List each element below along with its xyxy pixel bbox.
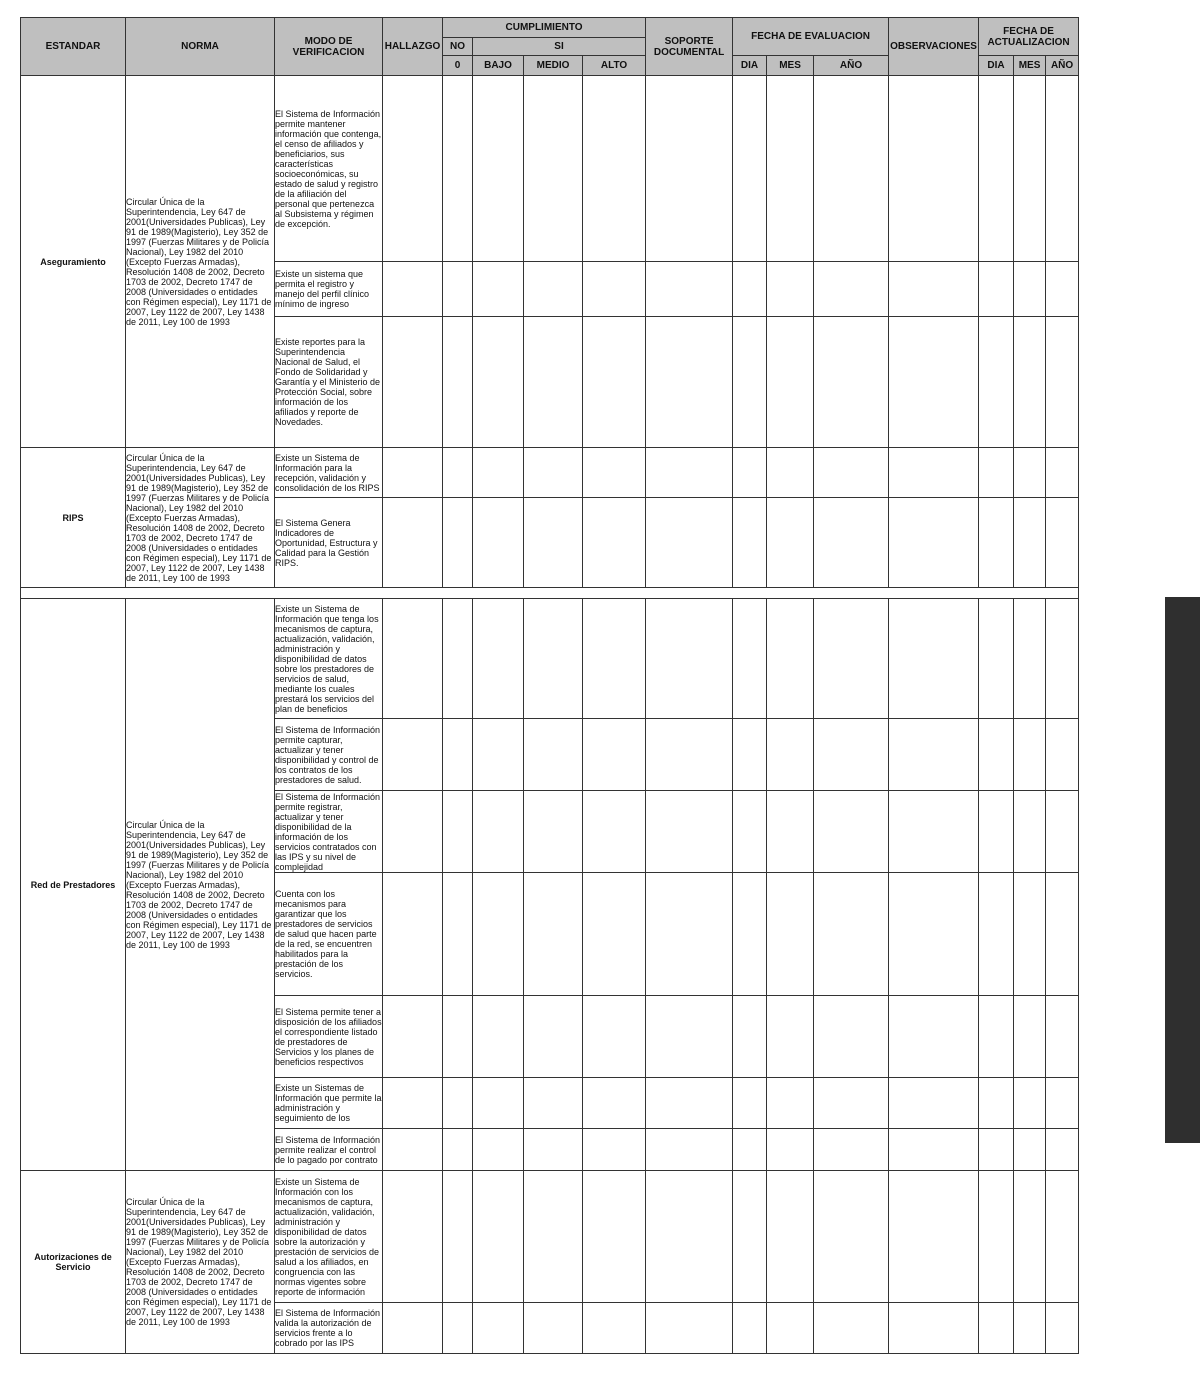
input-cell[interactable]: [443, 262, 473, 317]
input-cell[interactable]: [473, 498, 524, 588]
input-cell[interactable]: [814, 996, 889, 1078]
modo-verificacion-cell: Existe un Sistemas de Información que permite la administración y seguimiento de los: [275, 1078, 383, 1129]
estandar-cell-red: Red de Prestadores: [21, 599, 126, 1171]
input-cell[interactable]: [979, 448, 1014, 498]
input-cell[interactable]: [767, 317, 814, 448]
input-cell[interactable]: [583, 1078, 646, 1129]
input-cell[interactable]: [443, 317, 473, 448]
estandar-cell-autorizaciones: Autorizaciones de Servicio: [21, 1171, 126, 1354]
input-cell[interactable]: [814, 1171, 889, 1303]
input-cell[interactable]: [733, 791, 767, 873]
input-cell[interactable]: [646, 448, 733, 498]
input-cell[interactable]: [767, 448, 814, 498]
header-norma: NORMA: [126, 18, 275, 76]
input-cell[interactable]: [443, 996, 473, 1078]
input-cell[interactable]: [1014, 498, 1046, 588]
input-cell[interactable]: [1046, 1303, 1079, 1354]
input-cell[interactable]: [733, 1078, 767, 1129]
input-cell[interactable]: [1014, 448, 1046, 498]
input-cell[interactable]: [1014, 1303, 1046, 1354]
input-cell[interactable]: [646, 1129, 733, 1171]
input-cell[interactable]: [443, 599, 473, 719]
table-row: [21, 1171, 1079, 1303]
input-cell[interactable]: [583, 1303, 646, 1354]
input-cell[interactable]: [383, 873, 443, 996]
input-cell[interactable]: [1046, 1171, 1079, 1303]
input-cell[interactable]: [889, 1171, 979, 1303]
input-cell[interactable]: [383, 1078, 443, 1129]
norma-cell-red: Circular Única de la Superintendencia, Ley 647 de 2001(Universidades Publicas), Ley 91 de 1989(Magisterio), Ley 352 de 1997 (Fuerzas Militares y de Policía Nacional), Ley 1982 del 2010 (Excepto Fuerzas Armadas), Resolución 1408 de 2002, Decreto 1703 de 2002, Decreto 1747 de 2008 (Universidades o entidades con Régimen especial), Ley 1171 de 2007, Ley 1122 de 2007, Ley 1438 de 2011, Ley 100 de 1993: [126, 599, 275, 1171]
norma-cell-aseguramiento: Circular Única de la Superintendencia, Ley 647 de 2001(Universidades Publicas), Ley 91 de 1989(Magisterio), Ley 352 de 1997 (Fuerzas Militares y de Policía Nacional), Ley 1982 del 2010 (Excepto Fuerzas Armadas), Resolución 1408 de 2002, Decreto 1703 de 2002, Decreto 1747 de 2008 (Universidades o entidades con Régimen especial), Ley 1171 de 2007, Ley 1122 de 2007, Ley 1438 de 2011, Ley 100 de 1993: [126, 76, 275, 448]
input-cell[interactable]: [383, 996, 443, 1078]
input-cell[interactable]: [889, 317, 979, 448]
input-cell[interactable]: [524, 1078, 583, 1129]
input-cell[interactable]: [383, 791, 443, 873]
input-cell[interactable]: [383, 1303, 443, 1354]
header-act-anio: AÑO: [1046, 56, 1079, 76]
input-cell[interactable]: [473, 1171, 524, 1303]
modo-verificacion-cell: Existe un sistema que permita el registro y manejo del perfil clínico mínimo de ingreso: [275, 262, 383, 317]
side-scroll-bar[interactable]: [1165, 597, 1200, 1143]
norma-cell-autorizaciones: Circular Única de la Superintendencia, Ley 647 de 2001(Universidades Publicas), Ley 91 de 1989(Magisterio), Ley 352 de 1997 (Fuerzas Militares y de Policía Nacional), Ley 1982 del 2010 (Excepto Fuerzas Armadas), Resolución 1408 de 2002, Decreto 1703 de 2002, Decreto 1747 de 2008 (Universidades o entidades con Régimen especial), Ley 1171 de 2007, Ley 1122 de 2007, Ley 1438 de 2011, Ley 100 de 1993: [126, 1171, 275, 1354]
input-cell[interactable]: [524, 262, 583, 317]
input-cell[interactable]: [1014, 996, 1046, 1078]
input-cell[interactable]: [814, 719, 889, 791]
input-cell[interactable]: [767, 873, 814, 996]
gap-cell: [21, 588, 1079, 599]
modo-verificacion-cell: El Sistema de Información permite registrar, actualizar y tener disponibilidad de la información de los servicios contratados con las IPS y su nivel de complejidad: [275, 791, 383, 873]
input-cell[interactable]: [733, 599, 767, 719]
input-cell[interactable]: [1014, 599, 1046, 719]
input-cell[interactable]: [383, 1129, 443, 1171]
input-cell[interactable]: [733, 1129, 767, 1171]
header-modo-verificacion: MODO DE VERIFICACION: [275, 18, 383, 76]
input-cell[interactable]: [473, 719, 524, 791]
input-cell[interactable]: [583, 873, 646, 996]
norma-cell-rips: Circular Única de la Superintendencia, Ley 647 de 2001(Universidades Publicas), Ley 91 de 1989(Magisterio), Ley 352 de 1997 (Fuerzas Militares y de Policía Nacional), Ley 1982 del 2010 (Excepto Fuerzas Armadas), Resolución 1408 de 2002, Decreto 1703 de 2002, Decreto 1747 de 2008 (Universidades o entidades con Régimen especial), Ley 1171 de 2007, Ley 1122 de 2007, Ley 1438 de 2011, Ley 100 de 1993: [126, 448, 275, 588]
input-cell[interactable]: [383, 76, 443, 262]
input-cell[interactable]: [524, 599, 583, 719]
estandar-cell-aseguramiento: Aseguramiento: [21, 76, 126, 448]
input-cell[interactable]: [767, 996, 814, 1078]
input-cell[interactable]: [583, 791, 646, 873]
input-cell[interactable]: [1046, 873, 1079, 996]
input-cell[interactable]: [443, 1129, 473, 1171]
input-cell[interactable]: [473, 873, 524, 996]
header-act-mes: MES: [1014, 56, 1046, 76]
modo-verificacion-cell: El Sistema de Información permite mantener información que contenga, el censo de afiliados y beneficiarios, sus características socioeconómicas, su estado de salud y registro de la afiliación del personal que pertenezca al Subsistema y régimen de excepción.: [275, 76, 383, 262]
input-cell[interactable]: [473, 1303, 524, 1354]
input-cell[interactable]: [443, 791, 473, 873]
input-cell[interactable]: [524, 791, 583, 873]
input-cell[interactable]: [1046, 791, 1079, 873]
input-cell[interactable]: [1046, 996, 1079, 1078]
input-cell[interactable]: [814, 1078, 889, 1129]
modo-verificacion-cell: Existe un Sistema de Información que tenga los mecanismos de captura, actualización, validación, administración y disponibilidad de datos sobre los prestadores de servicios de salud, mediante los cuales prestará los servicios del plan de beneficios: [275, 599, 383, 719]
input-cell[interactable]: [733, 76, 767, 262]
input-cell[interactable]: [767, 262, 814, 317]
header-eval-mes: MES: [767, 56, 814, 76]
modo-verificacion-cell: Existe reportes para la Superintendencia Nacional de Salud, el Fondo de Solidaridad y Garantía y el Ministerio de Protección Social, sobre información de los afiliados y reporte de Novedades.: [275, 317, 383, 448]
input-cell[interactable]: [889, 498, 979, 588]
input-cell[interactable]: [443, 719, 473, 791]
input-cell[interactable]: [814, 791, 889, 873]
input-cell[interactable]: [1046, 317, 1079, 448]
header-estandar: ESTANDAR: [21, 18, 126, 76]
input-cell[interactable]: [889, 873, 979, 996]
evaluation-table: [20, 17, 1079, 1354]
input-cell[interactable]: [767, 498, 814, 588]
input-cell[interactable]: [889, 1303, 979, 1354]
header-no: NO: [443, 38, 473, 56]
input-cell[interactable]: [979, 791, 1014, 873]
input-cell[interactable]: [1046, 76, 1079, 262]
input-cell[interactable]: [383, 1171, 443, 1303]
input-cell[interactable]: [814, 599, 889, 719]
modo-verificacion-cell: Existe un Sistema de Información con los mecanismos de captura, actualización, validación, administración y disponibilidad de datos sobre la autorización y prestación de servicios de salud a los afiliados, en congruencia con las normas vigentes sobre reporte de información: [275, 1171, 383, 1303]
input-cell[interactable]: [889, 448, 979, 498]
table-row: [21, 76, 1079, 262]
input-cell[interactable]: [767, 1303, 814, 1354]
input-cell[interactable]: [473, 317, 524, 448]
input-cell[interactable]: [443, 448, 473, 498]
input-cell[interactable]: [524, 76, 583, 262]
header-soporte-documental: SOPORTE DOCUMENTAL: [646, 18, 733, 76]
input-cell[interactable]: [524, 873, 583, 996]
modo-verificacion-cell: El Sistema de Información valida la autorización de servicios frente a lo cobrado por las IPS: [275, 1303, 383, 1354]
input-cell[interactable]: [979, 1171, 1014, 1303]
input-cell[interactable]: [473, 1078, 524, 1129]
estandar-cell-rips: RIPS: [21, 448, 126, 588]
header-fecha-evaluacion: FECHA DE EVALUACION: [733, 18, 889, 56]
input-cell[interactable]: [814, 262, 889, 317]
input-cell[interactable]: [646, 719, 733, 791]
input-cell[interactable]: [814, 448, 889, 498]
input-cell[interactable]: [1046, 498, 1079, 588]
input-cell[interactable]: [979, 873, 1014, 996]
header-cero: 0: [443, 56, 473, 76]
modo-verificacion-cell: Existe un Sistema de Información para la recepción, validación y consolidación de los RIPS: [275, 448, 383, 498]
table-row: [21, 448, 1079, 498]
input-cell[interactable]: [524, 719, 583, 791]
input-cell[interactable]: [646, 317, 733, 448]
input-cell[interactable]: [767, 791, 814, 873]
input-cell[interactable]: [767, 719, 814, 791]
input-cell[interactable]: [473, 262, 524, 317]
section-gap: [21, 588, 1079, 599]
input-cell[interactable]: [733, 317, 767, 448]
evaluation-sheet: [20, 17, 1079, 1354]
input-cell[interactable]: [1014, 791, 1046, 873]
input-cell[interactable]: [473, 996, 524, 1078]
input-cell[interactable]: [583, 599, 646, 719]
input-cell[interactable]: [979, 719, 1014, 791]
evaluation-body: [21, 76, 1079, 1354]
input-cell[interactable]: [1046, 1129, 1079, 1171]
input-cell[interactable]: [443, 873, 473, 996]
header-eval-dia: DIA: [733, 56, 767, 76]
input-cell[interactable]: [1014, 1129, 1046, 1171]
input-cell[interactable]: [383, 262, 443, 317]
input-cell[interactable]: [733, 498, 767, 588]
table-row: [21, 599, 1079, 719]
input-cell[interactable]: [443, 1171, 473, 1303]
header-cumplimiento: CUMPLIMIENTO: [443, 18, 646, 38]
input-cell[interactable]: [646, 996, 733, 1078]
input-cell[interactable]: [473, 1129, 524, 1171]
input-cell[interactable]: [767, 1171, 814, 1303]
input-cell[interactable]: [473, 599, 524, 719]
modo-verificacion-cell: El Sistema permite tener a disposición de los afiliados el correspondiente listado de prestadores de Servicios y los planes de beneficios respectivos: [275, 996, 383, 1078]
input-cell[interactable]: [979, 599, 1014, 719]
modo-verificacion-cell: El Sistema de Información permite capturar, actualizar y tener disponibilidad y control de los contratos de los prestadores de salud.: [275, 719, 383, 791]
header-observaciones: OBSERVACIONES: [889, 18, 979, 76]
input-cell[interactable]: [1014, 76, 1046, 262]
input-cell[interactable]: [979, 1303, 1014, 1354]
input-cell[interactable]: [1014, 873, 1046, 996]
input-cell[interactable]: [646, 599, 733, 719]
input-cell[interactable]: [583, 1129, 646, 1171]
header-eval-anio: AÑO: [814, 56, 889, 76]
input-cell[interactable]: [1014, 1078, 1046, 1129]
input-cell[interactable]: [443, 498, 473, 588]
input-cell[interactable]: [814, 1129, 889, 1171]
header-medio: MEDIO: [524, 56, 583, 76]
input-cell[interactable]: [814, 76, 889, 262]
input-cell[interactable]: [443, 1078, 473, 1129]
input-cell[interactable]: [473, 76, 524, 262]
input-cell[interactable]: [1014, 1171, 1046, 1303]
input-cell[interactable]: [767, 1129, 814, 1171]
modo-verificacion-cell: Cuenta con los mecanismos para garantizar que los prestadores de servicios de salud que hacen parte de la red, se encuentren habilitados para la prestación de los servicios.: [275, 873, 383, 996]
input-cell[interactable]: [383, 599, 443, 719]
input-cell[interactable]: [889, 996, 979, 1078]
input-cell[interactable]: [583, 719, 646, 791]
input-cell[interactable]: [524, 1303, 583, 1354]
input-cell[interactable]: [646, 1303, 733, 1354]
input-cell[interactable]: [814, 1303, 889, 1354]
input-cell[interactable]: [524, 1129, 583, 1171]
input-cell[interactable]: [889, 1078, 979, 1129]
input-cell[interactable]: [889, 262, 979, 317]
input-cell[interactable]: [889, 76, 979, 262]
input-cell[interactable]: [524, 317, 583, 448]
input-cell[interactable]: [733, 448, 767, 498]
input-cell[interactable]: [1014, 719, 1046, 791]
input-cell[interactable]: [583, 76, 646, 262]
input-cell[interactable]: [646, 1171, 733, 1303]
header-bajo: BAJO: [473, 56, 524, 76]
input-cell[interactable]: [583, 1171, 646, 1303]
input-cell[interactable]: [383, 719, 443, 791]
input-cell[interactable]: [814, 498, 889, 588]
input-cell[interactable]: [733, 996, 767, 1078]
input-cell[interactable]: [733, 719, 767, 791]
input-cell[interactable]: [979, 498, 1014, 588]
input-cell[interactable]: [646, 1078, 733, 1129]
input-cell[interactable]: [383, 448, 443, 498]
input-cell[interactable]: [646, 76, 733, 262]
input-cell[interactable]: [733, 1171, 767, 1303]
modo-verificacion-cell: El Sistema Genera Indicadores de Oportunidad, Estructura y Calidad para la Gestión RIPS.: [275, 498, 383, 588]
input-cell[interactable]: [979, 1078, 1014, 1129]
input-cell[interactable]: [646, 791, 733, 873]
input-cell[interactable]: [767, 76, 814, 262]
input-cell[interactable]: [1046, 262, 1079, 317]
header-act-dia: DIA: [979, 56, 1014, 76]
input-cell[interactable]: [646, 262, 733, 317]
input-cell[interactable]: [979, 317, 1014, 448]
input-cell[interactable]: [583, 317, 646, 448]
input-cell[interactable]: [733, 262, 767, 317]
input-cell[interactable]: [814, 317, 889, 448]
input-cell[interactable]: [583, 498, 646, 588]
input-cell[interactable]: [473, 791, 524, 873]
input-cell[interactable]: [733, 873, 767, 996]
input-cell[interactable]: [1046, 1078, 1079, 1129]
header-si: SI: [473, 38, 646, 56]
input-cell[interactable]: [473, 448, 524, 498]
input-cell[interactable]: [979, 262, 1014, 317]
input-cell[interactable]: [524, 1171, 583, 1303]
input-cell[interactable]: [583, 996, 646, 1078]
input-cell[interactable]: [383, 317, 443, 448]
input-cell[interactable]: [767, 1078, 814, 1129]
modo-verificacion-cell: El Sistema de Información permite realizar el control de lo pagado por contrato: [275, 1129, 383, 1171]
input-cell[interactable]: [524, 996, 583, 1078]
input-cell[interactable]: [646, 498, 733, 588]
input-cell[interactable]: [889, 791, 979, 873]
input-cell[interactable]: [889, 719, 979, 791]
input-cell[interactable]: [1014, 262, 1046, 317]
input-cell[interactable]: [646, 873, 733, 996]
header-hallazgo: HALLAZGO: [383, 18, 443, 76]
input-cell[interactable]: [979, 1129, 1014, 1171]
input-cell[interactable]: [1046, 719, 1079, 791]
input-cell[interactable]: [733, 1303, 767, 1354]
input-cell[interactable]: [443, 1303, 473, 1354]
input-cell[interactable]: [1046, 448, 1079, 498]
input-cell[interactable]: [979, 996, 1014, 1078]
input-cell[interactable]: [583, 262, 646, 317]
input-cell[interactable]: [889, 599, 979, 719]
header-alto: ALTO: [583, 56, 646, 76]
input-cell[interactable]: [889, 1129, 979, 1171]
input-cell[interactable]: [583, 448, 646, 498]
input-cell[interactable]: [524, 498, 583, 588]
input-cell[interactable]: [979, 76, 1014, 262]
input-cell[interactable]: [524, 448, 583, 498]
input-cell[interactable]: [1046, 599, 1079, 719]
input-cell[interactable]: [814, 873, 889, 996]
header-fecha-actualizacion: FECHA DE ACTUALIZACION: [979, 18, 1079, 56]
input-cell[interactable]: [767, 599, 814, 719]
input-cell[interactable]: [1014, 317, 1046, 448]
input-cell[interactable]: [443, 76, 473, 262]
input-cell[interactable]: [383, 498, 443, 588]
